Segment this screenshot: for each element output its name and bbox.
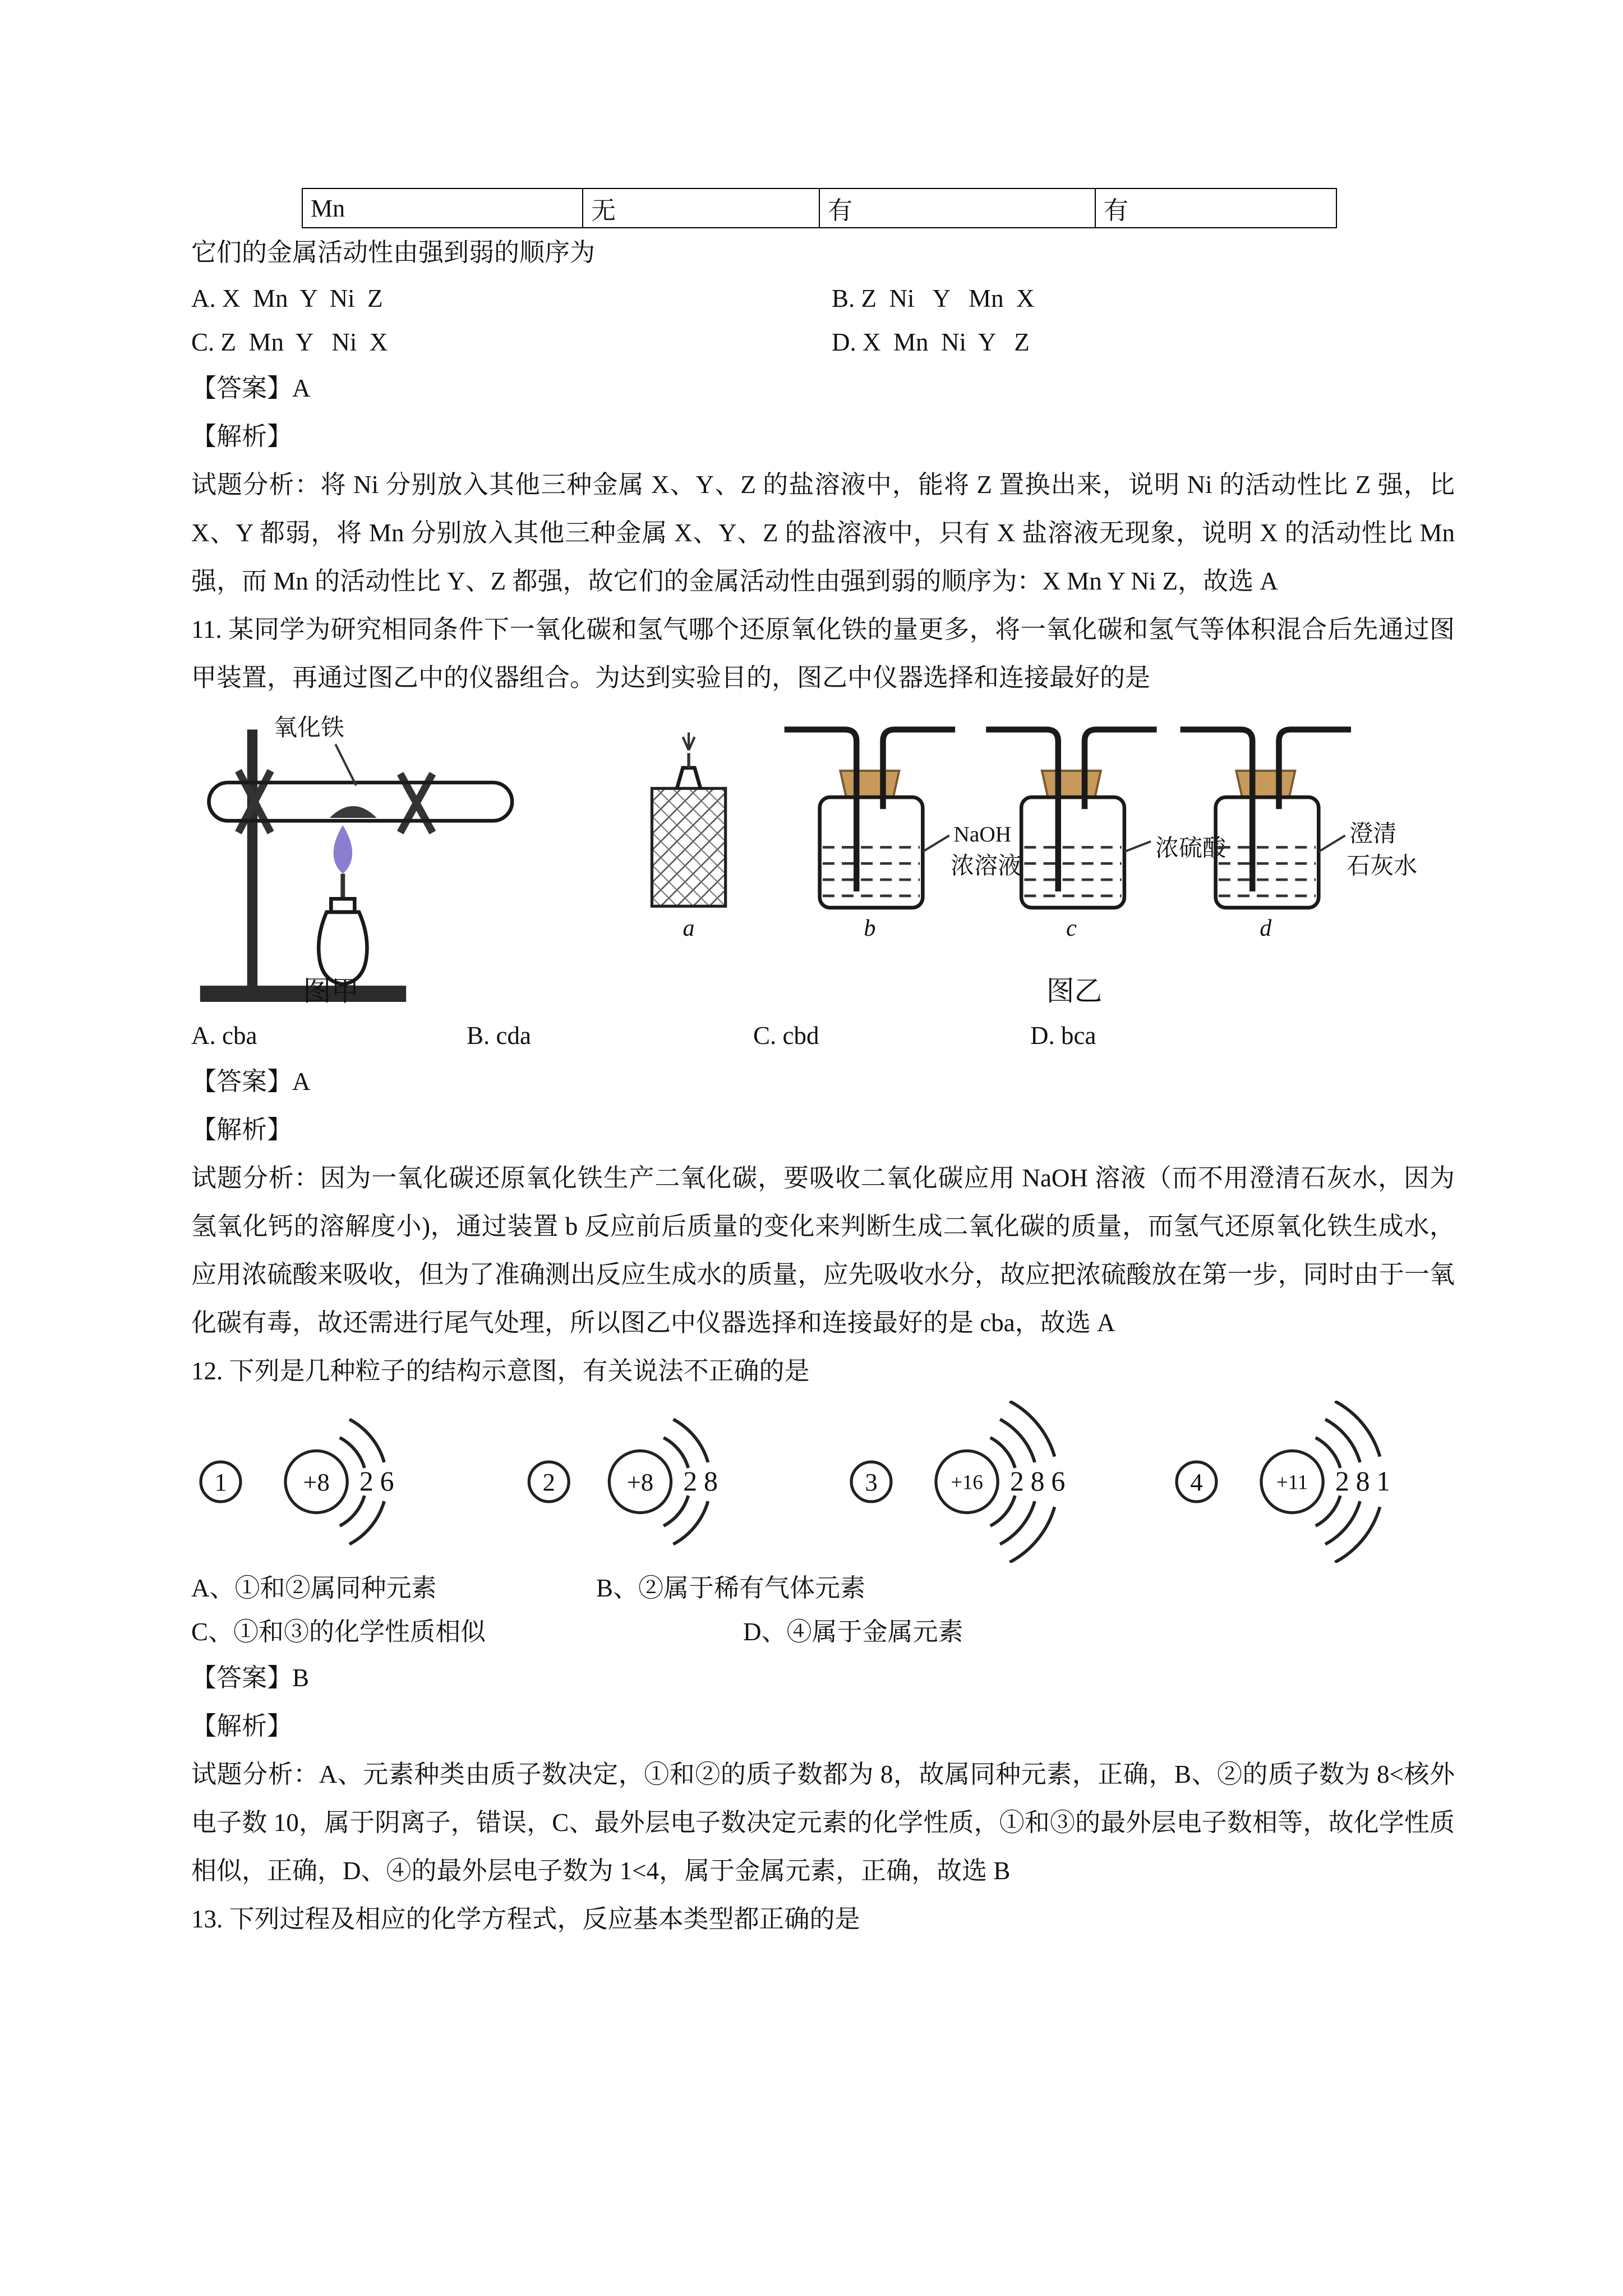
bottle-c-label: 浓硫酸: [1155, 836, 1226, 862]
shell-count: 6: [380, 1466, 394, 1497]
apparatus-figure: [191, 712, 1457, 1014]
q12-option-d: D、④属于金属元素: [743, 1618, 963, 1646]
nucleus-charge: +8: [626, 1468, 654, 1497]
particle-diagram-4: [1177, 1401, 1390, 1562]
alcohol-lamp: [319, 912, 367, 984]
shell-count: 6: [1051, 1466, 1066, 1497]
table-cell-obs1: 无: [583, 188, 819, 228]
q10-analysis: 试题分析：将 Ni 分别放入其他三种金属 X、Y、Z 的盐溶液中，能将 Z 置换出来，说明 Ni 的活动性比 Z 强，比 X、Y 都弱，将 Mn 分别放入其他三种金属 X、Y、Z 的盐溶液中，只有 X 盐溶液无现象，说明 X 的活动性比 Mn 强，而 Mn 的活动性比 Y、Z 都强，故它们的金属活动性由强到弱的顺序为：X Mn Y Ni Z，故选 A: [191, 471, 1455, 595]
shell-count: 2: [1009, 1466, 1024, 1497]
table-cell-metal: Mn: [302, 188, 583, 228]
q11-options-row: [191, 1014, 1455, 1057]
metals-observation-table: [302, 188, 1337, 228]
q11-option-b: B. cda: [467, 1022, 531, 1050]
figure-caption-yi: 图乙: [1046, 976, 1103, 1007]
q12-analysis-title: 【解析】: [191, 1712, 293, 1740]
q11-option-d: D. bca: [1030, 1022, 1096, 1050]
stopper: [1042, 771, 1101, 797]
bottle-b-label-line1: NaOH: [953, 821, 1012, 846]
q11-analysis-title: 【解析】: [191, 1116, 293, 1144]
particle-index: 1: [214, 1468, 227, 1497]
bottle-b-label-line2: 浓溶液: [951, 853, 1022, 880]
figure-caption-jia: 图甲: [303, 976, 359, 1007]
q12-option-a: A、①和②属同种元素: [191, 1574, 437, 1602]
tube-content-label: 氧化铁: [273, 715, 344, 741]
figure-jia-stand-apparatus: [200, 715, 512, 1002]
item-a-letter: a: [683, 915, 695, 941]
bottle-d-label-line1: 澄清: [1349, 821, 1397, 847]
q11-answer: 【答案】A: [191, 1068, 311, 1096]
q12-option-b: B、②属于稀有气体元素: [596, 1574, 866, 1602]
shell-count: 2: [683, 1466, 698, 1497]
q13-stem: 13. 下列过程及相应的化学方程式，反应基本类型都正确的是: [191, 1905, 860, 1933]
stand-pole: [247, 729, 257, 988]
q10-option-c: C. Z Mn Y Ni X: [191, 328, 388, 356]
device-a-neck: [677, 768, 700, 789]
q10-stem: 它们的金属活动性由强到弱的顺序为: [191, 238, 596, 266]
particle-diagram-3: [851, 1401, 1065, 1562]
item-b-letter: b: [864, 915, 876, 941]
device-a-body: [652, 788, 725, 906]
shell-count: 2: [359, 1466, 374, 1497]
q12-analysis: 试题分析：A、元素种类由质子数决定，①和②的质子数都为 8，故属同种元素，正确，B、②的质子数为 8<核外电子数 10，属于阴离子，错误，C、最外层电子数决定元素的化学性质，①和③的最外层电子数相等，故化学性质相似，正确，D、④的最外层电子数为 1<4，属于金属元素，正确，故选 B: [191, 1760, 1455, 1885]
gas-washing-bottle: [1021, 797, 1124, 908]
shell-count: 8: [703, 1466, 718, 1497]
q11-stem: 11. 某同学为研究相同条件下一氧化碳和氢气哪个还原氧化铁的量更多，将一氧化碳和氢气等体积混合后先通过图甲装置，再通过图乙中的仪器组合。为达到实验目的，图乙中仪器选择和连接最好的是: [191, 615, 1455, 692]
q12-options-row-1: [191, 1566, 1455, 1610]
figure-yi-item-a: [652, 733, 725, 941]
figure-yi-bottle-d: [1181, 729, 1418, 941]
q12-options-row-2: [191, 1610, 1455, 1654]
lamp-cap: [331, 899, 354, 912]
particle-index: 3: [865, 1468, 878, 1497]
shell-count: 8: [1030, 1466, 1045, 1497]
flame-icon: [334, 825, 352, 874]
stopper: [1236, 771, 1295, 797]
particle-diagram-2: [529, 1419, 718, 1544]
q11-analysis: 试题分析：因为一氧化碳还原氧化铁生产二氧化碳，要吸收二氧化碳应用 NaOH 溶液（而不用澄清石灰水，因为氢氧化钙的溶解度小)，通过装置 b 反应前后质量的变化来判断生成二氧化碳的质量，而氢气还原氧化铁生成水，应用浓硫酸来吸收，但为了准确测出反应生成水的质量，应先吸收水分，故应把浓硫酸放在第一步，同时由于一氧化碳有毒，故还需进行尾气处理，所以图乙中仪器选择和连接最好的是 cba，故选 A: [191, 1164, 1455, 1337]
figure-yi-bottle-c: [986, 729, 1227, 941]
q12-answer: 【答案】B: [191, 1664, 310, 1692]
q10-option-d: D. X Mn Ni Y Z: [832, 328, 1030, 356]
q10-option-b: B. Z Ni Y Mn X: [832, 284, 1035, 312]
q12-option-c: C、①和③的化学性质相似: [191, 1618, 486, 1646]
q11-option-a: A. cba: [191, 1022, 257, 1050]
shell-count: 8: [1355, 1466, 1370, 1497]
q10-analysis-title: 【解析】: [191, 422, 293, 450]
q10-options-row-1: [191, 277, 1455, 320]
q12-stem: 12. 下列是几种粒子的结构示意图，有关说法不正确的是: [191, 1357, 810, 1385]
item-d-letter: d: [1260, 915, 1272, 941]
q10-options-row-2: [191, 320, 1455, 364]
particle-structure-figure: [191, 1401, 1457, 1563]
nucleus-charge: +11: [1276, 1470, 1308, 1494]
table-cell-obs2: 有: [819, 188, 1095, 228]
table-cell-obs3: 有: [1095, 188, 1336, 228]
q11-option-c: C. cbd: [753, 1022, 819, 1050]
bottle-d-label-line2: 石灰水: [1347, 853, 1418, 880]
figure-yi-bottle-b: [785, 729, 1022, 941]
particle-index: 2: [542, 1468, 555, 1497]
nucleus-charge: +8: [303, 1468, 330, 1497]
table-row: [302, 188, 1336, 228]
item-c-letter: c: [1066, 915, 1077, 941]
shell-count: 1: [1376, 1466, 1391, 1497]
stopper: [840, 771, 899, 797]
q10-option-a: A. X Mn Y Ni Z: [191, 284, 383, 312]
nucleus-charge: +16: [951, 1470, 983, 1494]
shell-count: 2: [1335, 1466, 1349, 1497]
gas-washing-bottle: [820, 797, 923, 908]
q10-answer: 【答案】A: [191, 374, 311, 402]
particle-index: 4: [1190, 1468, 1203, 1497]
gas-washing-bottle: [1216, 797, 1319, 908]
particle-diagram-1: [201, 1419, 394, 1544]
iron-oxide-sample: [330, 806, 377, 818]
